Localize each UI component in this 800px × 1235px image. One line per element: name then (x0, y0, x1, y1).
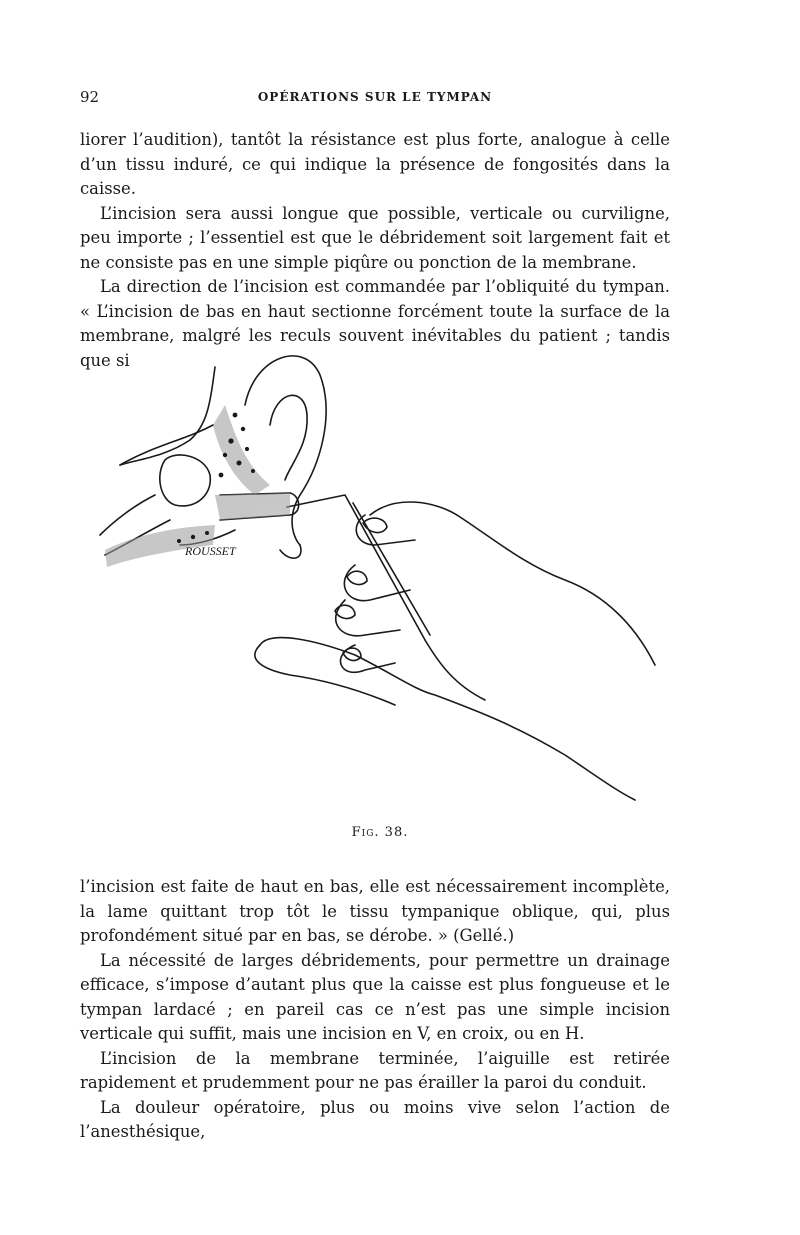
text-block-bottom (80, 875, 670, 1145)
running-head: OPÉRATIONS SUR LE TYMPAN (257, 90, 493, 104)
figure-ear-incision-illustration (95, 345, 665, 815)
paragraph: La douleur opératoire, plus ou moins vive selon l’action de l’anesthésique, (80, 1097, 670, 1141)
paragraph: liorer l’audition), tantôt la résistance est plus forte, analogue à celle d’un tissu induré, ce qui indique la présence de fongosités dans la caisse. (80, 130, 670, 198)
figure-caption-text: Fig. 38. (351, 825, 409, 840)
page-number: 92 (80, 88, 100, 106)
paragraph: La nécessité de larges débridements, pour permettre un drainage efficace, s’impose d’autant plus que la caisse est plus fongueuse et le tympan lardacé ; en pareil cas ce n’est pas une simple incision verticale qui suffit, mais une incision en V, en croix, ou en H. (80, 950, 670, 1043)
page-header (80, 88, 670, 112)
illustrator-signature: ROUSSET (185, 544, 236, 558)
paragraph: L’incision de la membrane terminée, l’aiguille est retirée rapidement et prudemment pour ne pas érailler la paroi du conduit. (80, 1048, 670, 1092)
text-block-top (80, 128, 670, 373)
figure-caption (0, 825, 760, 840)
ear-and-hand-drawing (95, 345, 665, 815)
paragraph: l’incision est faite de haut en bas, elle est nécessairement incomplète, la lame quittant trop tôt le tissu tympanique oblique, qui, plus profondément situé par en bas, se dérobe. » (Gellé.) (80, 877, 670, 945)
paragraph: La direction de l’incision est commandée par l’obliquité du tympan. « L’incision de bas en haut sectionne forcément toute la surface de la membrane, malgré les reculs souvent inévitables du patient ; tandis que si (80, 277, 670, 370)
paragraph: L’incision sera aussi longue que possible, verticale ou curviligne, peu importe ; l’essentiel est que le débridement soit largement fait et ne consiste pas en une simple piqûre ou ponction de la membrane. (80, 203, 670, 272)
